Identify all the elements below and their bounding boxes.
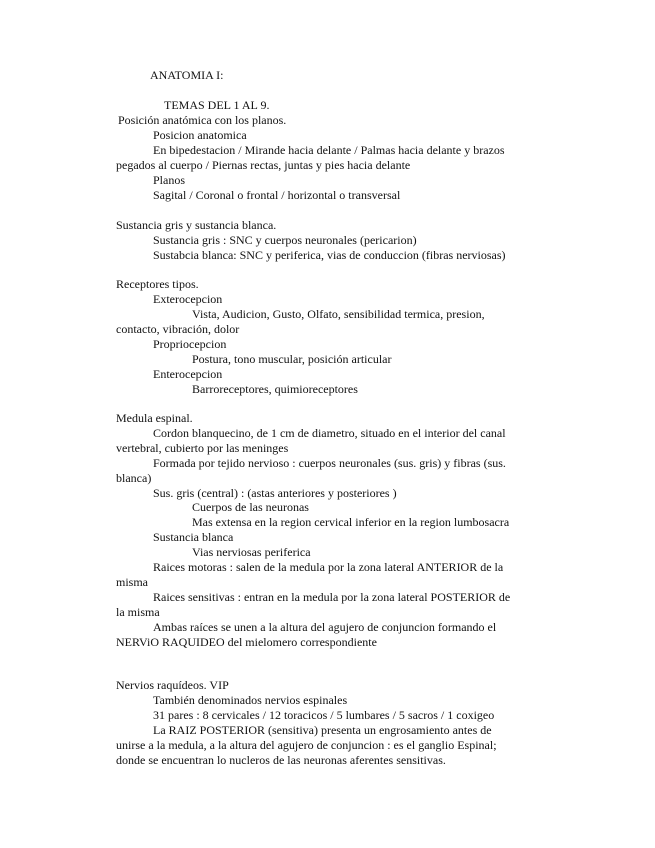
body-line: Sustabcia blanca: SNC y periferica, vias de conduccion (fibras nerviosas): [153, 248, 506, 262]
body-line: Formada por tejido nervioso : cuerpos neuronales (sus. gris) y fibras (sus.: [153, 456, 506, 470]
body-line: Postura, tono muscular, posición articular: [192, 352, 392, 366]
body-line: misma: [116, 575, 148, 589]
body-line: Sagital / Coronal o frontal / horizontal o transversal: [153, 188, 401, 202]
body-line: Raices motoras : salen de la medula por la zona lateral ANTERIOR de la: [153, 560, 504, 574]
body-line: NERViO RAQUIDEO del mielomero correspondiente: [116, 635, 377, 649]
body-line: Barroreceptores, quimioreceptores: [192, 382, 358, 396]
body-line: Ambas raíces se unen a la altura del agujero de conjuncion formando el: [153, 620, 497, 634]
document-title: ANATOMIA I:: [150, 68, 224, 82]
body-line: También denominados nervios espinales: [153, 693, 348, 707]
body-line: Planos: [153, 173, 186, 187]
body-line: donde se encuentran lo nucleros de las neuronas aferentes sensitivas.: [116, 753, 446, 767]
section-heading: Nervios raquídeos. VIP: [116, 678, 229, 692]
body-line: Exterocepcion: [153, 292, 223, 306]
body-line: la misma: [116, 605, 160, 619]
body-line: Posicion anatomica: [153, 128, 247, 142]
section-heading: Posición anatómica con los planos.: [118, 113, 287, 127]
body-line: Vista, Audicion, Gusto, Olfato, sensibilidad termica, presion,: [192, 307, 485, 321]
body-line: pegados al cuerpo / Piernas rectas, juntas y pies hacia delante: [116, 158, 411, 172]
body-line: Cordon blanquecino, de 1 cm de diametro, situado en el interior del canal: [153, 426, 506, 440]
body-line: unirse a la medula, a la altura del agujero de conjuncion : es el ganglio Espinal;: [116, 738, 497, 752]
body-line: Raices sensitivas : entran en la medula por la zona lateral POSTERIOR de: [153, 590, 511, 604]
body-line: blanca): [116, 471, 152, 485]
document-subtitle: TEMAS DEL 1 AL 9.: [164, 98, 270, 112]
body-line: contacto, vibración, dolor: [116, 322, 240, 336]
section-heading: Receptores tipos.: [116, 277, 199, 291]
body-line: Vias nerviosas periferica: [192, 545, 311, 559]
body-line: Sustancia gris : SNC y cuerpos neuronales (pericarion): [153, 233, 417, 247]
body-line: Enterocepcion: [153, 367, 223, 381]
body-line: 31 pares : 8 cervicales / 12 toracicos / 5 lumbares / 5 sacros / 1 coxigeo: [153, 708, 495, 722]
body-line: vertebral, cubierto por las meninges: [116, 441, 289, 455]
body-line: Sustancia blanca: [153, 530, 234, 544]
body-line: Cuerpos de las neuronas: [192, 500, 309, 514]
body-line: Propriocepcion: [153, 337, 227, 351]
body-line: En bipedestacion / Mirande hacia delante / Palmas hacia delante y brazos: [153, 143, 505, 157]
body-line: Mas extensa en la region cervical inferior en la region lumbosacra: [192, 515, 510, 529]
section-heading: Sustancia gris y sustancia blanca.: [116, 218, 277, 232]
body-line: La RAIZ POSTERIOR (sensitiva) presenta un engrosamiento antes de: [153, 723, 492, 737]
section-heading: Medula espinal.: [116, 411, 193, 425]
body-line: Sus. gris (central) : (astas anteriores y posteriores ): [153, 486, 397, 500]
